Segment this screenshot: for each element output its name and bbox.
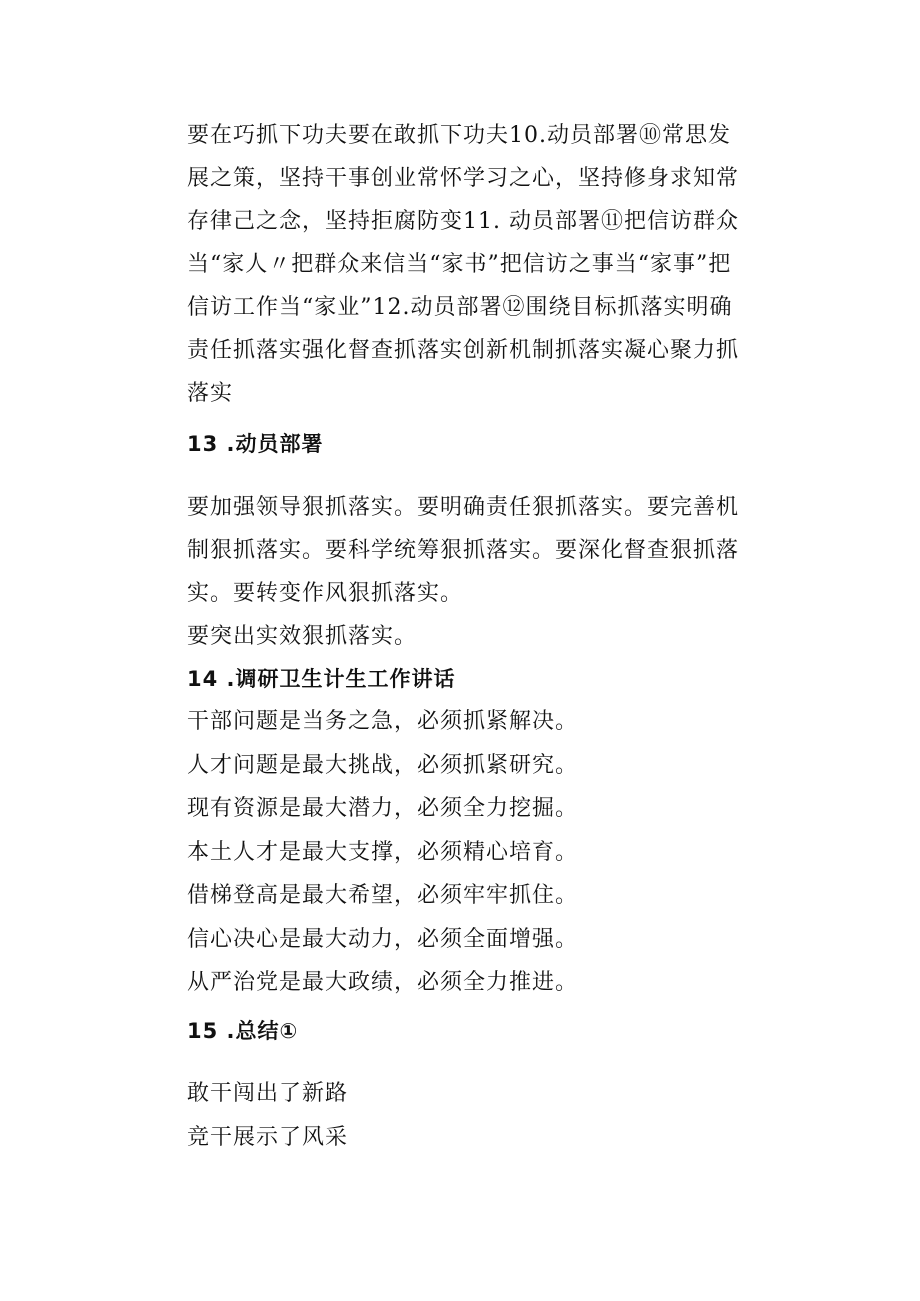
section-15-list <box>187 1072 348 1159</box>
paragraph-mobilization-10-12: 要在巧抓下功夫要在敢抓下功夫10.动员部署⑩常思发展之策，坚持干事创业常怀学习之心，坚持修身求知常存律己之念，坚持拒腐防变11. 动员部署⑪把信访群众当“家人〃把群众来信当“家书”把信访之事当“家事”把信访工作当“家业”12.动员部署⑫围绕目标抓落实明确责任抓落实强化督查抓落实创新机制抓落实凝心聚力抓落实 <box>187 123 740 406</box>
list-item: 竞干展示了风采 <box>187 1124 349 1150</box>
list-item: 敢干闯出了新路 <box>187 1081 349 1106</box>
section-14-list <box>187 700 578 1005</box>
section-15-heading: 15 .总结① <box>187 1019 299 1043</box>
section-13-paragraph: 要加强领导狠抓落实。要明确责任狠抓落实。要完善机制狠抓落实。要科学统筹狠抓落实。要深化督查狠抓落实。要转变作风狠抓落实。 <box>187 495 740 606</box>
list-item: 信心决心是最大动力，必须全面增强。 <box>187 926 579 952</box>
list-item: 干部问题是当务之急，必须抓紧解决。 <box>187 709 579 734</box>
section-13-paragraph-2: 要突出实效狠抓落实。 <box>187 624 418 649</box>
list-item: 本土人才是最大支撑，必须精心培育。 <box>187 839 579 865</box>
list-item: 现有资源是最大潜力，必须全力挖掘。 <box>187 796 579 821</box>
list-item: 从严治党是最大政绩，必须全力推进。 <box>187 970 579 995</box>
section-14-heading: 14 .调研卫生计生工作讲话 <box>187 667 456 691</box>
list-item: 人才问题是最大挑战，必须抓紧研究。 <box>187 752 579 778</box>
section-13-heading: 13 .动员部署 <box>187 432 324 456</box>
list-item: 借梯登高是最大希望，必须牢牢抓住。 <box>187 883 579 908</box>
